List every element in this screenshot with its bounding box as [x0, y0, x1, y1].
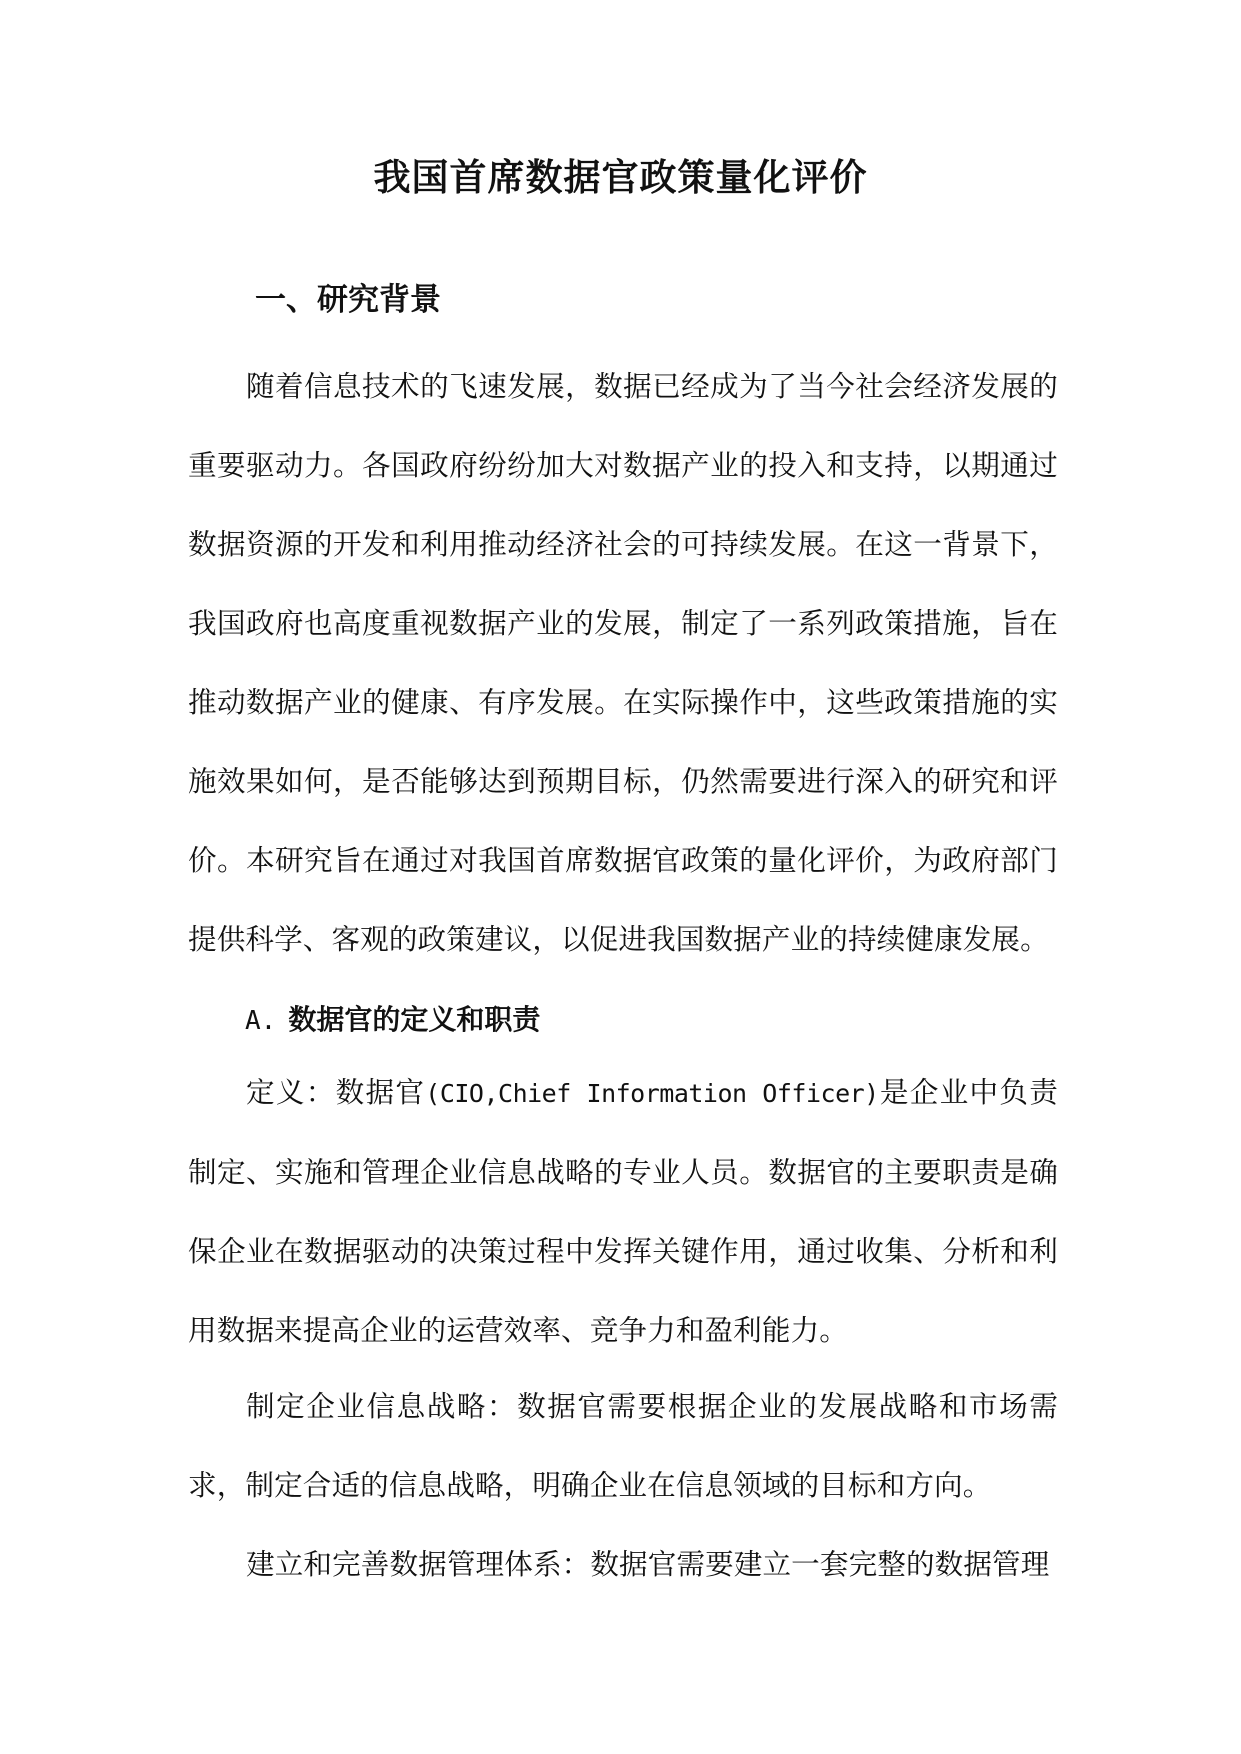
definition-term: (CIO,Chief Information Officer) [425, 1079, 879, 1108]
paragraph-research-background: 随着信息技术的飞速发展，数据已经成为了当今社会经济发展的重要驱动力。各国政府纷纷加大对数据产业的投入和支持，以期通过数据资源的开发和利用推动经济社会的可持续发展。在这一背景下，我国政府也高度重视数据产业的发展，制定了一系列政策措施，旨在推动数据产业的健康、有序发展。在实际操作中，这些政策措施的实施效果如何，是否能够达到预期目标，仍然需要进行深入的研究和评价。本研究旨在通过对我国首席数据官政策的量化评价，为政府部门提供科学、客观的政策建议，以促进我国数据产业的持续健康发展。 [188, 369, 1058, 956]
subsection-number: A. [245, 1006, 277, 1036]
paragraph-duty-strategy: 制定企业信息战略：数据官需要根据企业的发展战略和市场需求，制定合适的信息战略，明确企业在信息领域的目标和方向。 [188, 1389, 1058, 1502]
subsection-heading-data-officer [245, 1000, 540, 1041]
document-title: 我国首席数据官政策量化评价 [373, 156, 868, 199]
subsection-title: 数据官的定义和职责 [288, 1003, 541, 1036]
paragraph-definition [188, 1053, 1058, 1370]
paragraph-duty-data-management: 建立和完善数据管理体系：数据官需要建立一套完整的数据管理 [246, 1547, 1050, 1581]
definition-text: 是企业中负责制定、实施和管理企业信息战略的专业人员。数据官的主要职责是确保企业在数据驱动的决策过程中发挥关键作用，通过收集、分析和利用数据来提高企业的运营效率、竞争力和盈利能力。 [188, 1075, 1058, 1347]
definition-prefix: 定义：数据官 [246, 1075, 426, 1109]
section-heading-research-background: 一、研究背景 [255, 282, 441, 318]
